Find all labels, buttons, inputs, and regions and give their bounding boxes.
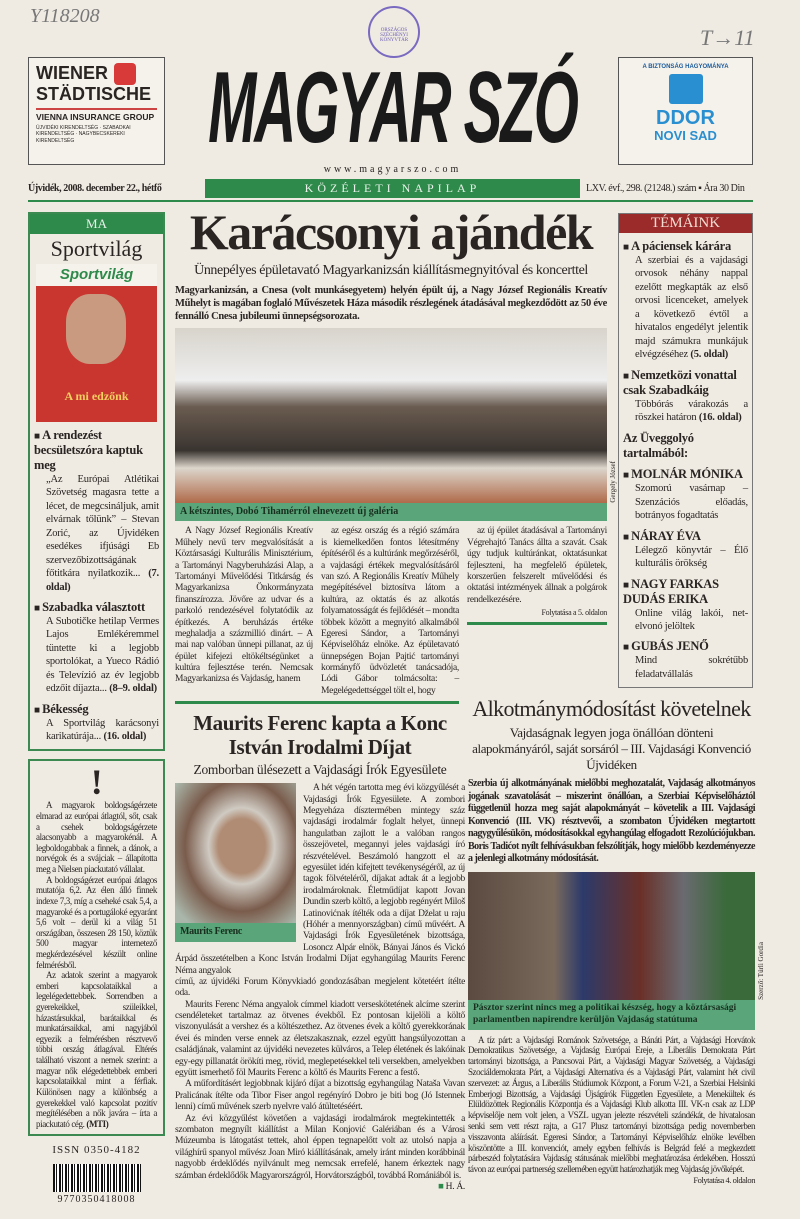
left-column	[28, 212, 165, 1205]
constitution-lead: Szerbia új alkotmányának mielőbbi meghozatalát, Vajdaság alkotmányos jogának szavatolását – miszerint önállóan, a Szerbiai Képviselőháztól függetlenül hozza meg saját alapokmányát – követelik a III. Vajdasági Konvenció (III. VK) résztvevői, a szombaton Újvidéken megtartott nagygyűlésükön, módosításokkal egyhangúlag elfogadott Rezolúciójukban. Boris Tadićot nyílt felhívásukban felszólítják, hogy mielőbb kezdeményezze a jelenlegi alkotmány módosítását.	[468, 778, 755, 865]
topics-box: TÉMÁINK ■ A páciensek kárára A szerbiai és a vajdasági orvosok néhány nappal ezelőtt megkapták az első orvosi licenceket, amelyek a következő évtől a hivatalos engedélyt jelentik majd számukra munkájuk elvégzéséhez (5. oldal) ■ Nemzetközi vonattal csak Szabadkáig Többórás várakozás a röszkei határon (16. oldal) Az Üveggolyó tartalmából: ■ MOLNÁR MÓNIKA Szomorú vasárnap – Szenzációs előadás, botrányos fogadtatás ■ NÁRAY ÉVA Lélegző könyvtár – Élő kulturális örökség ■ NAGY FARKAS DUDÁS ERIKA Online világ lakói, net-elvonó jelöltek ■ GUBÁS JENŐ Mind sokrétűbb feladatvállalás	[618, 213, 753, 688]
lead-columns-1-2	[175, 526, 459, 704]
maurits-subtitle: Zomborban ülésezett a Vajdasági Írók Egyesülete	[193, 762, 447, 778]
maurits-side-column: A hét végén tartotta meg évi közgyűlését a Vajdasági Írók Egyesülete. A zombori Megyeháza dísztermében mintegy száz vajdasági irodalmár foglalt helyet, ünnepi hangulatban zajlott le a valóban rangos összejövetel, megannyi jeles vajdasági író részvételével. Beszámoló hangzott el az egyesület idén kifejtett tevékenységéről, az új tagok fölvételéről, díjakat adtak át a legjobb irodalmároknak. Életműdíjat kapott Jovan Dundin szerb költő, a legjobb regényért Miloš Latinovićnak ítélték oda a díjat Dželat u raju (Hóhér a mennyországban) című művéért. A Vajdasági Írók Egyesületének bizottsága, Losoncz Alpár elnök, Bányai János és Vickó Árpád összetételben a Konc István Irodalmi Díjat egyhangúlag Maurits Ferenc Néma angyalok	[175, 783, 465, 976]
lead-column-3: az új épület átadásával a Tartományi Végrehajtó Tanács állta a szavát. Csak úgy tudjuk kultúránkat, oktatásunkat fejleszteni, ha megfelelő épületek, korszerűen felszerelt művelődési és oktatási intézmények állnak a polgárok rendelkezésére. Folytatása a 5. oldalon	[467, 526, 607, 624]
continued-link[interactable]: Folytatása a 5. oldalon	[541, 608, 607, 618]
barcode-number: 9770350418008	[57, 1194, 136, 1206]
constitution-subtitle: Vajdaságnak legyen joga önállóan dönteni alapokmányáról, saját sorsáról – III. Vajdasági Konvenció Újvidéken	[472, 724, 751, 773]
handwritten-note: T→11	[700, 25, 755, 50]
lead-intro: Magyarkanizsán, a Cnesa (volt munkásegyetem) helyén épült új, a Nagy József Regionális Kreatív Műhelyt is magában foglaló Művészetek Háza második részlegének átadásával megkezdődött az 50 éve fennálló Cnesa jubileumi ünnepségsorozata.	[175, 284, 607, 322]
lead-headline[interactable]: Karácsonyi ajándék	[189, 204, 593, 260]
maurits-photo-caption: Maurits Ferenc	[175, 923, 296, 942]
header-rule	[28, 200, 753, 202]
byline: H. Á.	[445, 1181, 465, 1192]
maurits-article	[175, 712, 465, 1193]
photo-credit: Szerző: Túrli Gordia	[757, 942, 765, 1000]
constitution-body: A tíz párt: a Vajdasági Románok Szövetsége, a Bánáti Párt, a Vajdasági Horvátok Demokratikus Szövetsége, a Vajdaság Európai Ereje, a Liberális Demokrata Párt tartományi bizottsága, a Pancsovai Párt, a Vajdasági Magyar Szövetség, a Vajdasági Szociáldemokrata Párt, a Vajdasági Alternatíva és a Vajdasági Párt, valamint hét civil szervezet: az Árgus, a Liberális Stúdiumok Központ, a Forum V-21, a Szerbiai Helsinki Emberjogi Bizottság, a Vajdasági Újságírók Független Egyesülete, a Menekültek és Elüldözöttek Regionális Központja és a Vajdasági Klub alkotta III. VK-n csak az LDP képviselője nem volt jelen, a VSZL ugyan jelezte részvételi szándékát, de hivatalosan senki sem vett részt rajta, a G17 Plusz tartományi bizottsága pedig novemberben visszavonta aláírását. Egeresi Sándor, a Tartományi Képviselőház elnöke levélben köszöntötte a III. konvenciót, amely egyben felhívás is Belgrád felé a megkezdett párbeszéd folytatására Vajdaság státusának mielőbbi meghatározása érdekében. Hosszú távon az európai partnerség szellemében együtt határozhatják meg Vajdaság jövőképét. Folytatása 4. oldalon	[468, 1034, 755, 1185]
today-sportvilag-box[interactable]: MA Sportvilág Sportvilág A mi edzőnk ■ A rendezést becsületszóra kaptuk meg „Az Európai Atlétikai Szövetség magasra tette a lécet, de megcsináljuk, amit elvárnak tőlünk” – Stevan Zorić, az Újvidéken esedékes ifjúsági Eb szervezőbizottságának főtitkára nyilatkozik... (7. oldal) ■ Szabadka választott A Subotičke hetilap Vermes Lajos Emlékéremmel tüntette ki a legjobb sportolókat, a Yueco Rádió és Televízió az év legjobb edzőit díjazta... (8–9. oldal) ■ Békesség A Sportvilág karácsonyi karikatúrája... (16. oldal)	[28, 212, 165, 751]
wiener-staedtische-ad: WIENER STÄDTISCHE VIENNA INSURANCE GROUP ÚJVIDÉKI KIRENDELTSÉG · SZABADKAI KIRENDELTSÉG · NAGYBECSKEREKI KIRENDELTSÉG	[28, 57, 165, 165]
photo-credit: Gergely József	[609, 461, 617, 503]
constitution-article	[468, 696, 765, 1185]
lead-subtitle: Ünnepélyes épületavató Magyarkanizsán kiállításmegnyitóval és koncerttel	[194, 263, 588, 278]
lead-column-1: A Nagy József Regionális Kreatív Műhely nevű terv megvalósítását a Köztársasági Kulturális Minisztérium, a Tartományi Nagyberuházási Alap, a Tartományi Művelődési Titkárság és Magyarkanizsa Önkormányzata finanszírozza. Jövőre az udvar és a parkoló rendezésével folytatódik az építkezés. A beruházás értéke meghaladja a százmillió dinárt. – A mai nap valóban ünnepi pillanat, az új épület kifejezi eltökéltségünket a kultúra fejlesztése terén. Nemcsak Magyarkanizsa és Vajdaság, hanem	[175, 526, 313, 685]
website[interactable]: www.magyarszo.com	[323, 164, 462, 175]
barcode	[53, 1164, 141, 1192]
ddor-logo-icon	[669, 74, 703, 104]
exclamation-icon: !	[90, 762, 103, 803]
maurits-headline[interactable]: Maurits Ferenc kapta a Konc István Irodalmi Díjat	[193, 711, 447, 759]
issue-number: LXV. évf., 298. (21248.) szám ▪ Ára 30 Din	[586, 183, 745, 194]
convention-caption: Pásztor szerint nincs meg a politikai készség, hogy a köztársasági parlamentben napirendre kerüljön Vajdaság statútuma	[468, 1000, 755, 1030]
maurits-body: Maurits Ferenc A hét végén tartotta meg évi közgyűlését a Vajdasági Írók Egyesülete. A zombori Megyeháza dísztermében mintegy száz vajdasági irodalmár foglalt helyet, ünnepi hangulatban zajlott le a valóban rangos összejövetel, megannyi jeles vajdasági író részvételével. Beszámoló hangzott el az egyesület idén kifejtett tevékenységéről, az új tagok fölvételéről, díjakat adtak át a legjobb irodalmároknak. Életműdíjat kapott Jovan Dundin szerb költő, a legjobb regényért Miloš Latinovićnak ítélték oda a díjat Dželat u raju (Hóhér a mennyországban) című művéért. A Vajdasági Írók Egyesületének bizottsága, Losoncz Alpár elnök, Bányai János és Vickó Árpád összetételben a Konc István Irodalmi Díjat egyhangúlag Maurits Ferenc Néma angyalok című, az újvidéki Forum Könyvkiadó gondozásában megjelent kötetéért ítélte oda. Maurits Ferenc Néma angyalok címmel kiadott verseskötetének alcíme szerint csendéleteket tartalmaz az ötvenes évekből. Ez pontosan kijelöli a költő viszonyulását a vershez és a költészethez. Az ötvenes évek a költő gyerekkorának évei és minden verse ennek az életszakasznak, ezzel együtt hangsúlyozottan a családjának, valamint az újvidéki nevezetes külváros, a Telep életének és lakóinak egy-egy pillanatát örökíti meg, rövid, meglepetésekkel teli versekben, amelyekben együtt ismerhető föl Maurits Ferenc a költő és Maurits Ferenc a festő. A műfordításért legjobbnak kijáró díjat a bizottság egyhangúlag Nataša Vavan Pralicának ítélte oda Tibor Fiser angol regényíró Dobro je biti bog (Jó Istennek lenni) című művének szerb nyelvre való átültetéséért. Az évi közgyűlést követően a vajdasági irodalmárok megtekintették a szombaton megnyílt kiállítást a Milan Konjović Galériában és a Városi Múzeumba is látogatást tettek, ahol éppen tegnapelőtt volt az utolsó napja a világhírű spanyol művész Joan Miró kiállításának, amely iránt minden korábbinál nagyobb érdeklődés nyilvánult meg nemcsak errefelé, hanem érkeztek nagy számban érdeklődők Magyarországról, Horvátországból, továbbá Romániából is. ■ H. Á.	[175, 783, 465, 1192]
library-stamp: ORSZÁGOS SZÉCHÉNYI KÖNYVTÁR	[368, 6, 420, 58]
sportvilag-thumbnail[interactable]: Sportvilág A mi edzőnk	[36, 264, 157, 422]
tagline-bar: KÖZÉLETI NAPILAP	[205, 179, 580, 198]
handwritten-note: Y118208	[30, 5, 100, 27]
lead-column-2: az egész ország és a régió számára is kiemelkedően fontos létesítmény építéséről és a kultúránk megőrzéséről, a vajdasági értékek megvalósításáról van szó. A Regionális Kreatív Műhely megépítésével biztosítva látom a kultúra, az oktatás és az alkotás folyamatosságát és fejlődését – mondta többek között a megnyitó alkalmából Egeresi Sándor, a Tartományi Képviselőház elnöke. Az épületavató ünnepségen Bojan Pajtić tartományi kormányfő üdvözletét tanácsadója, Lódi Gábor tolmácsolta: – Megelégedettséggel tölt el, hogy	[321, 526, 459, 696]
happiness-notice-box: ! A magyarok boldogságérzete elmarad az európai átlagtól, sőt, csak a csehek boldogságérzete alacsonyabb a magyarokénál. A legboldogabbak a finnek, a dánok, a norvégok és a svájciak – állapította meg a Nielsen piackutató vállalat. A boldogságérzet európai átlagos mutatója 6,2. Az élen álló finnek indexe 7,3, míg a cseheké csak 5,4, a magyaroké és a portugáloké egyaránt 5,6 volt – derül ki a világ 51 országában, összesen 28 150, köztük 500 magyar internetező megkérdezésével készült online felmérésből. Az adatok szerint a magyarok emberi kapcsolataikkal a legelégedettebbek. Sorrendben a gyerekeikkel, szüleikkel, házastársukkal, barátaikkal és munkatársaikkal, ami nagyjából egyezik a felmérésben résztvevő többi ország átlagával. Eltérés található viszont a nemek szerint: a magyar nők elégedettebbek emberi kapcsolataikkal mint a férfiak. Különösen nagy a különbség a gyerekekkel való kapcsolat pozitív megítélésében a nők javára – írta a piackutató cég. (MTI)	[28, 759, 165, 1136]
convention-photo	[468, 872, 755, 1000]
continued-link[interactable]: Folytatása 4. oldalon	[693, 1174, 755, 1185]
gallery-caption: A kétszintes, Dobó Tihamérról elnevezett új galéria	[175, 503, 607, 522]
gallery-photo	[175, 328, 607, 503]
ddor-ad: A BIZTONSÁG HAGYOMÁNYA DDOR NOVI SAD	[618, 57, 753, 165]
issue-date: Újvidék, 2008. december 22., hétfő	[28, 183, 162, 194]
constitution-headline[interactable]: Alkotmánymódosítást követelnek	[472, 696, 751, 722]
maurits-photo	[175, 783, 296, 923]
masthead-logo: MAGYAR SZÓ	[208, 51, 577, 165]
issn: ISSN 0350-4182	[52, 1144, 141, 1157]
wiener-logo-icon	[114, 63, 136, 85]
coach-photo	[66, 294, 126, 364]
lead-story	[175, 204, 617, 704]
